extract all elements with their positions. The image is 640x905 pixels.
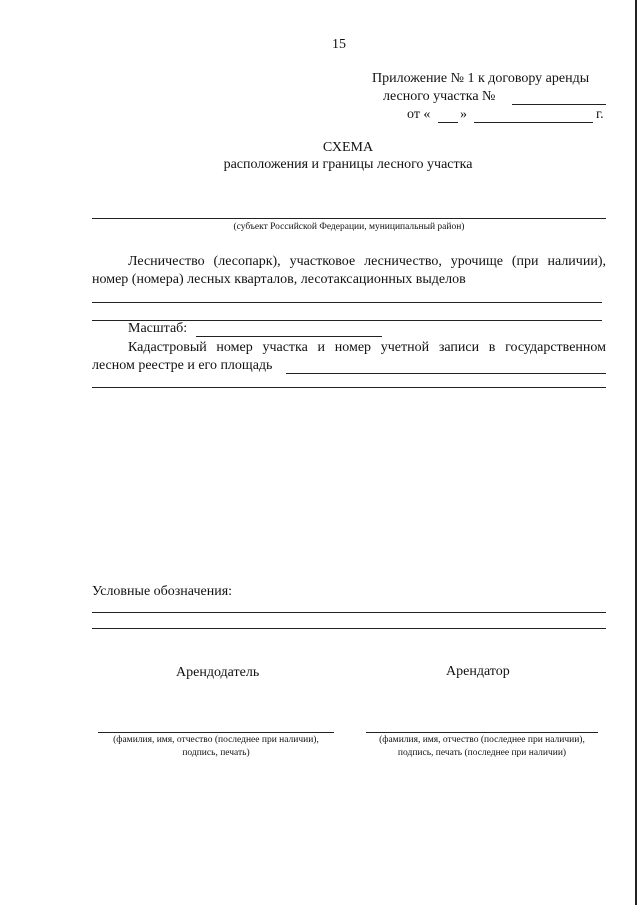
plot-number-label: лесного участка № xyxy=(383,89,496,104)
plot-number-blank xyxy=(512,104,606,105)
scale-blank xyxy=(196,336,382,337)
landlord-caption-2: подпись, печать) xyxy=(182,748,250,758)
cadastral-blank-1 xyxy=(286,373,606,374)
subject-blank xyxy=(92,218,606,219)
date-day-blank xyxy=(438,122,458,123)
landlord-title: Арендодатель xyxy=(176,665,260,680)
cadastral-line-1: Кадастровый номер участка и номер учетной записи в государственном xyxy=(128,340,606,355)
page-edge xyxy=(635,0,637,905)
forestry-line-1: Лесничество (лесопарк), участковое лесничество, урочище (при наличии), xyxy=(128,254,606,269)
forestry-line-2: номер (номера) лесных кварталов, лесотаксационных выделов xyxy=(92,272,466,287)
date-close-quote: » xyxy=(460,107,467,122)
scale-label: Масштаб: xyxy=(128,321,188,336)
legend-blank-2 xyxy=(92,628,606,629)
tenant-signature-line xyxy=(366,732,598,733)
appendix-line: Приложение № 1 к договору аренды xyxy=(372,71,590,86)
page-number: 15 xyxy=(332,37,346,52)
legend-label: Условные обозначения: xyxy=(92,584,233,599)
legend-blank-1 xyxy=(92,612,606,613)
date-month-blank xyxy=(474,122,593,123)
forestry-blank-1 xyxy=(92,302,602,303)
document-subtitle: расположения и границы лесного участка xyxy=(223,157,473,172)
cadastral-blank-2 xyxy=(92,387,606,388)
cadastral-line-2: лесном реестре и его площадь xyxy=(92,358,273,373)
subject-caption: (субъект Российской Федерации, муниципальный район) xyxy=(233,222,465,232)
tenant-caption-1: (фамилия, имя, отчество (последнее при наличии), xyxy=(379,735,585,745)
landlord-caption-1: (фамилия, имя, отчество (последнее при наличии), xyxy=(113,735,319,745)
tenant-caption-2: подпись, печать (последнее при наличии) xyxy=(397,748,567,758)
landlord-signature-line xyxy=(98,732,334,733)
tenant-title: Арендатор xyxy=(446,664,510,679)
date-open-label: от « xyxy=(407,107,431,122)
year-suffix: г. xyxy=(596,107,604,122)
document-title: СХЕМА xyxy=(322,140,374,155)
